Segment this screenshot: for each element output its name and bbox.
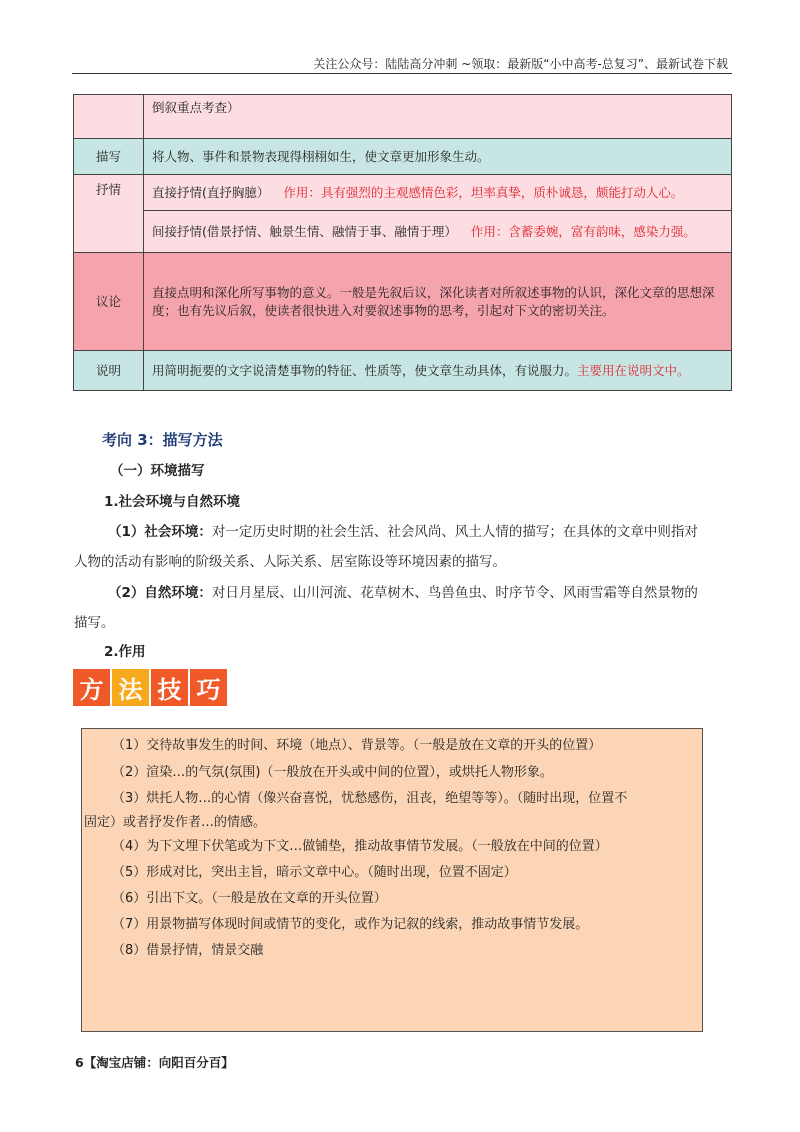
- footer-shop: 6【淘宝店铺：向阳百分百】: [75, 1055, 234, 1070]
- table-row: [74, 139, 732, 175]
- direct-lyric-text: 直接抒情(直抒胸臆）: [152, 184, 270, 200]
- table-row: [74, 351, 732, 391]
- indirect-lyric-effect: 作用：含蓄委婉，富有韵味，感染力强。: [470, 223, 696, 239]
- row-text: [144, 351, 732, 391]
- section-heading: 考向 3：描写方法: [102, 431, 223, 449]
- box-item: （5）形成对比，突出主旨，暗示文章中心。（随时出现，位置不固定）: [112, 865, 517, 880]
- natural-env-line1: [108, 583, 698, 603]
- row-label: 议论: [74, 253, 144, 351]
- row-label: 描写: [74, 139, 144, 175]
- box-item: （3）烘托人物…的心情（像兴奋喜悦，忧愁感伤，沮丧，绝望等等）。（随时出现，位置不: [112, 791, 628, 806]
- social-env-line1: [108, 522, 698, 542]
- social-env-line2: 人物的活动有影响的阶级关系、人际关系、居室陈设等环境因素的描写。: [74, 554, 506, 570]
- box-item: （1）交待故事发生的时间、环境（地点）、背景等。（一般是放在文章的开头的位置）: [112, 738, 602, 753]
- box-item: （8）借景抒情，情景交融: [112, 943, 264, 958]
- row-label: 说明: [74, 351, 144, 391]
- table-row: [74, 175, 732, 211]
- box-item: （4）为下文埋下伏笔或为下文…做铺垫，推动故事情节发展。（一般放在中间的位置）: [112, 839, 608, 854]
- row-label: [74, 95, 144, 139]
- explain-note: 主要用在说明文中。: [577, 362, 690, 378]
- header-divider: [72, 73, 732, 74]
- box-item: 固定）或者抒发作者…的情感。: [84, 815, 267, 830]
- natural-env-line2: 描写。: [74, 615, 115, 631]
- table-row: [74, 95, 732, 139]
- tip-char: 法: [112, 669, 149, 706]
- natural-env-label: （2）自然环境：: [108, 585, 212, 601]
- box-item: （7）用景物描写体现时间或情节的变化，或作为记叙的线索，推动故事情节发展。: [112, 917, 589, 932]
- header-text: 关注公众号：陆陆高分冲刺 ~领取：最新版“小中高考-总复习”、最新试卷下载: [313, 57, 728, 71]
- row-text: 直接点明和深化所写事物的意义。一般是先叙后议，深化读者对所叙述事物的认识，深化文章的思想深度；也有先议后叙，使读者很快进入对要叙述事物的思考，引起对下文的密切关注。: [144, 253, 732, 351]
- row-label: 抒情: [74, 175, 144, 253]
- table-row: [74, 253, 732, 351]
- tip-char: 巧: [190, 669, 227, 706]
- tip-char: 方: [73, 669, 110, 706]
- method-tips-banner: [73, 669, 229, 706]
- explain-text: 用简明扼要的文字说清楚事物的特征、性质等，使文章生动具体，有说服力。: [152, 362, 578, 378]
- row-text: 将人物、事件和景物表现得栩栩如生，使文章更加形象生动。: [144, 139, 732, 175]
- row-text: 倒叙重点考查）: [144, 95, 732, 139]
- natural-env-text: 对日月星辰、山川河流、花草树木、鸟兽鱼虫、时序节令、风雨雪霜等自然景物的: [211, 585, 698, 601]
- direct-lyric-effect: 作用：具有强烈的主观感情色彩，坦率真挚，质朴诚恳，颇能打动人心。: [283, 184, 684, 200]
- subheading-social-natural: 1.社会环境与自然环境: [104, 494, 241, 510]
- subheading-function: 2.作用: [104, 644, 146, 660]
- box-item: （2）渲染…的气氛(氛围)（一般放在开头或中间的位置），或烘托人物形象。: [112, 765, 553, 780]
- function-box: [81, 728, 703, 1032]
- tip-char: 技: [151, 669, 188, 706]
- table-row: [74, 211, 732, 253]
- social-env-text: 对一定历史时期的社会生活、社会风尚、风土人情的描写；在具体的文章中则指对: [211, 524, 698, 540]
- indirect-lyric-text: 间接抒情(借景抒情、触景生情、融情于事、融情于理）: [152, 223, 457, 239]
- box-item: （6）引出下文。（一般是放在文章的开头位置）: [112, 891, 387, 906]
- row-text: [144, 211, 732, 253]
- expression-methods-table: [73, 94, 732, 391]
- row-text: [144, 175, 732, 211]
- social-env-label: （1）社会环境：: [108, 524, 212, 540]
- subheading-environment: （一）环境描写: [110, 463, 205, 479]
